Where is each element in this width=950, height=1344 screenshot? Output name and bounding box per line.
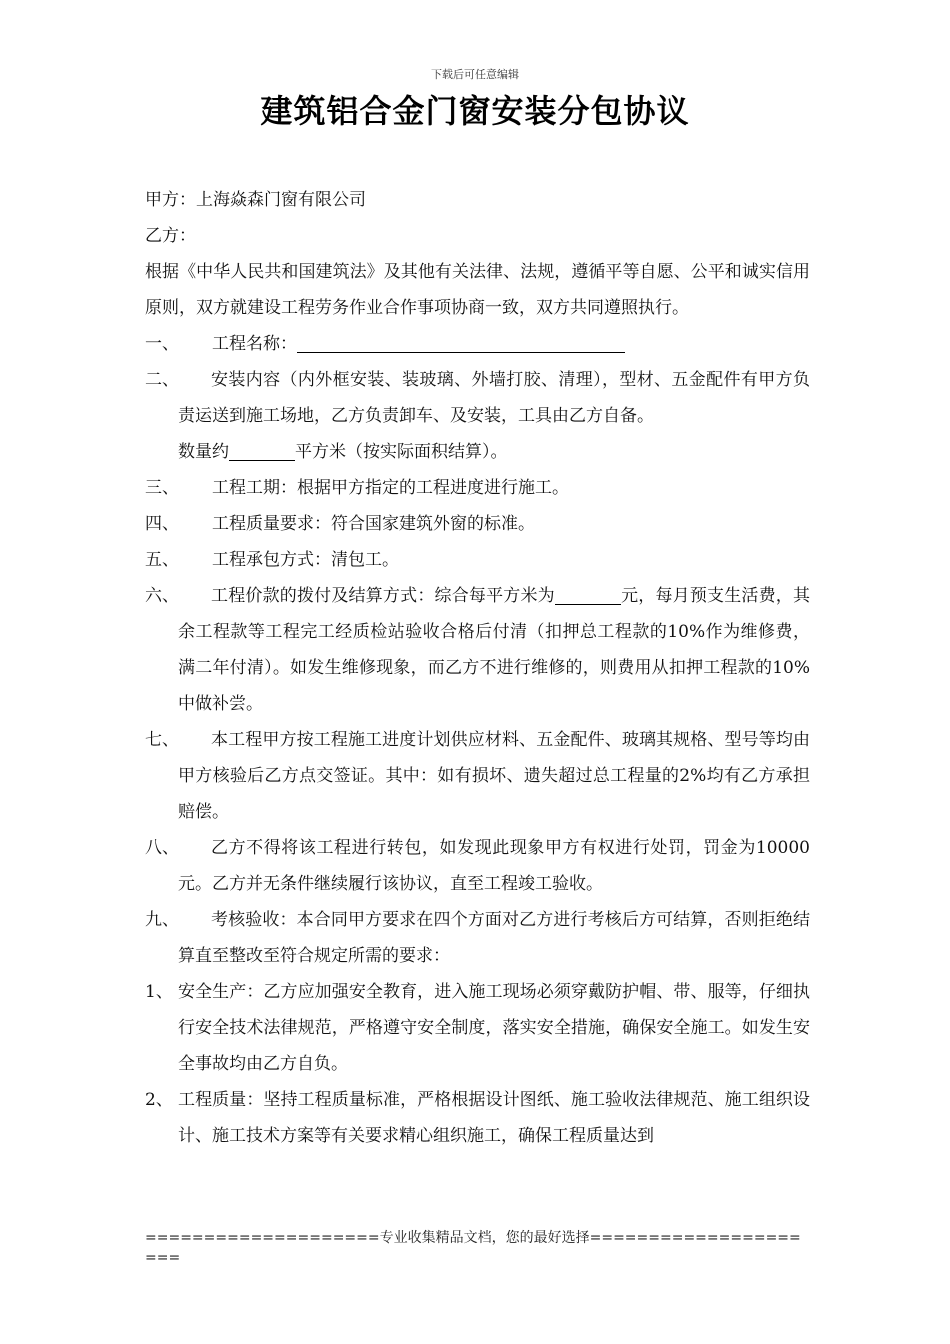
sub-clause-number: 2、 [145,1090,173,1110]
clause-number: 三、 [145,478,179,498]
project-name-blank [297,330,625,353]
clause-text: 考核验收：本合同甲方要求在四个方面对乙方进行考核后方可结算，否则拒绝结算直至整改至符合规定所需的要求： [178,910,810,966]
clause-number: 五、 [145,550,179,570]
clause-number: 八、 [145,838,179,858]
header-note: 下载后可任意编辑 [431,68,519,81]
clause-number: 二、 [145,370,179,390]
intro-paragraph: 根据《中华人民共和国建筑法》及其他有关法律、法规，遵循平等自愿、公平和诚实信用原则，双方就建设工程劳务作业合作事项协商一致，双方共同遵照执行。 [145,262,810,318]
sub-clause-1 [145,974,810,1082]
clause-text: 本工程甲方按工程施工进度计划供应材料、五金配件、玻璃其规格、型号等均由甲方核验后乙方点交签证。其中：如有损坏、遗失超过总工程量的2%均有乙方承担赔偿。 [178,730,810,822]
clause-text: 工程承包方式：清包工。 [212,550,399,570]
clause-number: 七、 [145,730,179,750]
sub-clause-2 [145,1082,810,1154]
clause-text: 工程工期：根据甲方指定的工程进度进行施工。 [212,478,569,498]
clause-text: 工程名称： [212,334,297,354]
clause-1 [145,326,810,362]
clause-text: 安装内容（内外框安装、装玻璃、外墙打胶、清理），型材、五金配件有甲方负责运送到施工场地，乙方负责卸车、及安装，工具由乙方自备。 [178,370,810,426]
sub-clause-number: 1、 [145,982,173,1002]
clause-number: 四、 [145,514,179,534]
clause-number: 一、 [145,334,179,354]
document-body [145,182,810,1154]
party-b: 乙方： [145,226,196,246]
document-title: 建筑铝合金门窗安装分包协议 [260,92,690,130]
quantity-blank [229,438,295,461]
clause-text: 乙方不得将该工程进行转包，如发现此现象甲方有权进行处罚，罚金为10000元。乙方并无条件继续履行该协议，直至工程竣工验收。 [178,838,810,894]
party-a: 甲方：上海焱森门窗有限公司 [145,190,366,210]
unit-price-blank [555,582,621,605]
sub-clause-text: 工程质量：坚持工程质量标准，严格根据设计图纸、施工验收法律规范、施工组织设计、施工技术方案等有关要求精心组织施工，确保工程质量达到 [178,1090,810,1146]
clause-text-quantity-unit: 平方米（按实际面积结算）。 [295,442,508,462]
clause-6 [145,578,810,722]
clause-8 [145,830,810,902]
clause-text-price-label: 工程价款的拨付及结算方式：综合每平方米为 [211,586,555,606]
clause-4 [145,506,810,542]
sub-clause-text: 安全生产：乙方应加强安全教育，进入施工现场必须穿戴防护帽、带、服等，仔细执行安全技术法律规范，严格遵守安全制度，落实安全措施，确保安全施工。如发生安全事故均由乙方自负。 [178,982,810,1074]
clause-7 [145,722,810,830]
clause-2 [145,362,810,470]
clause-5 [145,542,810,578]
clause-number: 九、 [145,910,179,930]
clause-text: 元，每月预支生活费，其余工程款等工程完工经质检站验收合格后付清（扣押总工程款的10%作为维修费，满二年付清）。如发生维修现象，而乙方不进行维修的，则费用从扣押工程款的10%中做补尝。 [178,586,811,714]
clause-number: 六、 [145,586,179,606]
clause-9 [145,902,810,974]
clause-text: 工程质量要求：符合国家建筑外窗的标准。 [212,514,535,534]
clause-text-quantity-label: 数量约 [178,442,229,462]
footer-banner: ====================专业收集精品文档，您的最好选择===================== [145,1230,801,1266]
clause-3 [145,470,810,506]
